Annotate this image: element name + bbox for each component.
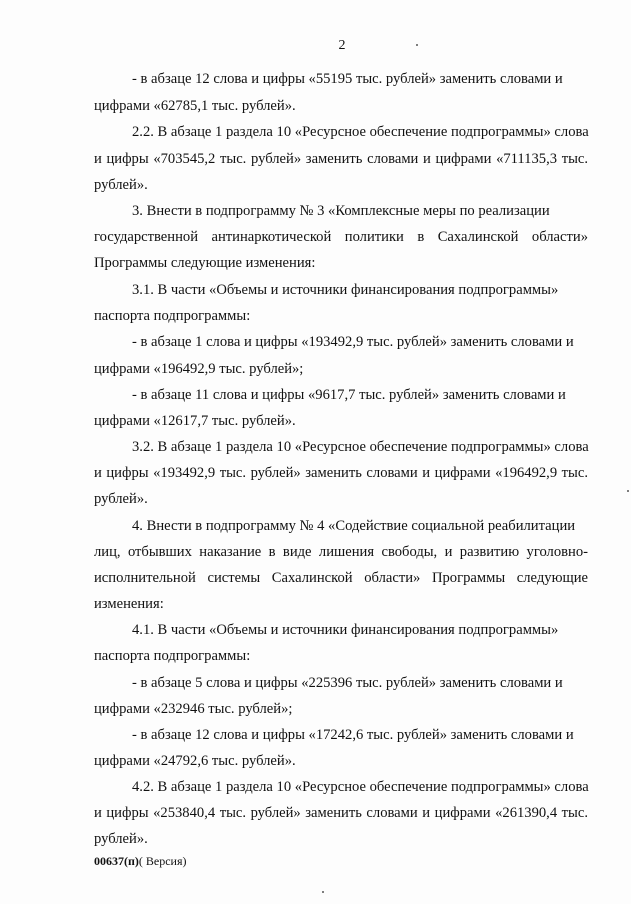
text-line: цифрами «196492,9 тыс. рублей»; — [94, 361, 304, 377]
text-line: - в абзаце 1 слова и цифры «193492,9 тыс. рублей» заменить словами и — [132, 334, 574, 350]
document-footer — [94, 853, 187, 869]
text-line: цифрами «24792,6 тыс. рублей». — [94, 753, 296, 769]
text-line: цифрами «12617,7 тыс. рублей». — [94, 413, 296, 429]
text-line: 3. Внести в подпрограмму № 3 «Комплексные меры по реализации — [132, 203, 550, 219]
text-line: рублей». — [94, 491, 148, 507]
text-line: 3.2. В абзаце 1 раздела 10 «Ресурсное обеспечение подпрограммы» слова — [132, 439, 589, 455]
text-line: цифрами «62785,1 тыс. рублей». — [94, 98, 296, 114]
text-line: - в абзаце 12 слова и цифры «17242,6 тыс. рублей» заменить словами и — [132, 727, 574, 743]
scan-speck — [627, 490, 629, 492]
text-line: Программы следующие изменения: — [94, 255, 316, 271]
text-line: - в абзаце 5 слова и цифры «225396 тыс. рублей» заменить словами и — [132, 675, 563, 691]
text-line: 3.1. В части «Объемы и источники финансирования подпрограммы» — [132, 282, 559, 298]
text-line: государственной антинаркотической политики в Сахалинской области» — [94, 229, 588, 245]
text-line: рублей». — [94, 177, 148, 193]
text-line: 4.2. В абзаце 1 раздела 10 «Ресурсное обеспечение подпрограммы» слова — [132, 779, 589, 795]
text-line: - в абзаце 11 слова и цифры «9617,7 тыс. рублей» заменить словами и — [132, 387, 566, 403]
text-line: и цифры «703545,2 тыс. рублей» заменить словами и цифрами «711135,3 тыс. — [94, 151, 588, 167]
text-line: и цифры «253840,4 тыс. рублей» заменить словами и цифрами «261390,4 тыс. — [94, 805, 588, 821]
text-line: 4.1. В части «Объемы и источники финансирования подпрограммы» — [132, 622, 559, 638]
document-version: ( Версия) — [138, 854, 187, 868]
text-line: 2.2. В абзаце 1 раздела 10 «Ресурсное обеспечение подпрограммы» слова — [132, 124, 589, 140]
text-line: и цифры «193492,9 тыс. рублей» заменить словами и цифрами «196492,9 тыс. — [94, 465, 588, 481]
text-line: исполнительной системы Сахалинской области» Программы следующие — [94, 570, 588, 586]
text-line: лиц, отбывших наказание в виде лишения свободы, и развитию уголовно- — [94, 544, 588, 560]
document-code: 00637(п) — [94, 854, 139, 868]
text-line: изменения: — [94, 596, 164, 612]
text-line: рублей». — [94, 831, 148, 847]
text-line: паспорта подпрограммы: — [94, 648, 251, 664]
page-number: 2 — [338, 38, 346, 53]
scan-speck — [416, 44, 418, 46]
text-line: паспорта подпрограммы: — [94, 308, 251, 324]
text-line: цифрами «232946 тыс. рублей»; — [94, 701, 293, 717]
text-line: - в абзаце 12 слова и цифры «55195 тыс. рублей» заменить словами и — [132, 71, 563, 87]
scan-speck — [322, 891, 324, 893]
text-line: 4. Внести в подпрограмму № 4 «Содействие социальной реабилитации — [132, 518, 576, 534]
